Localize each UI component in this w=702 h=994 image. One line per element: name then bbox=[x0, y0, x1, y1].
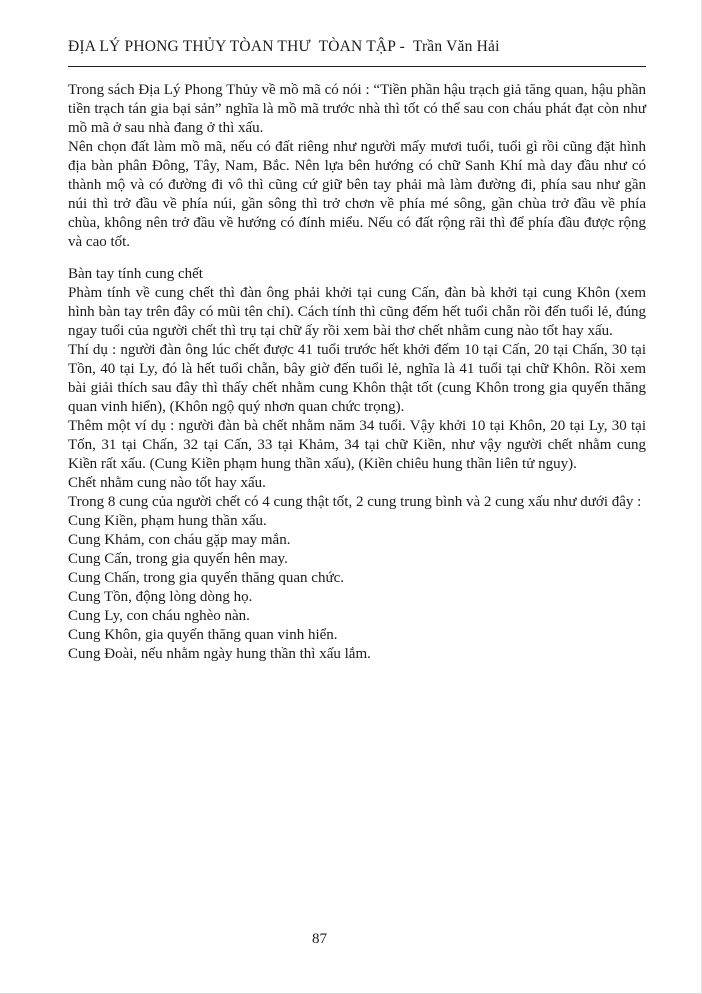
paragraph-example-woman: Thêm một ví dụ : người đàn bà chết nhằm năm 34 tuổi. Vậy khởi 10 tại Khôn, 20 tại Ly, 30 tại Tốn, 31 tại Chấn, 32 tại Cấn, 33 tại Khảm, 34 tại chữ Kiền, như vậy người chết nhằm cung Kiền rất xấu. (Cung Kiền phạm hung thần xấu), (Kiền chiêu hung thần liên tử nguy). bbox=[68, 418, 646, 472]
paragraph-land-selection: Nên chọn đất làm mồ mã, nếu có đất riêng như người mấy mươi tuổi, tuổi gì rồi cũng đặt hình địa bàn phân Đông, Tây, Nam, Bắc. Nên lựa bên hướng có chữ Sanh Khí mà day đầu như có thành mộ và có đường đi vô thì cũng cứ giữ bên tay phải mà làm đường đi, phía sau như gần núi thì trở đầu về phía núi, gần sông thì trở chơn về phía mé sông, gần chùa trở đầu về phía chùa, không nên trở đầu về hướng có đính miểu. Nếu có đất rộng rãi thì để phía đầu được rộng và cao tốt. bbox=[68, 139, 646, 250]
cung-list-item-kham: Cung Khảm, con cháu gặp may mắn. bbox=[68, 532, 291, 548]
cung-list-item-khon: Cung Khôn, gia quyến thăng quan vinh hiển. bbox=[68, 627, 338, 643]
cung-list-intro: Trong 8 cung của người chết có 4 cung thật tốt, 2 cung trung bình và 2 cung xấu như dưới đây : bbox=[68, 494, 642, 510]
header-rule bbox=[68, 66, 646, 67]
page-content bbox=[68, 37, 646, 664]
cung-list-item-doai: Cung Đoài, nếu nhằm ngày hung thần thì xấu lắm. bbox=[68, 646, 371, 662]
running-header-title: ĐỊA LÝ PHONG THỦY TÒAN THƯ TÒAN TẬP - Trần Văn Hải bbox=[68, 38, 500, 55]
paragraph-counting-method: Phàm tính về cung chết thì đàn ông phải khởi tại cung Cấn, đàn bà khởi tại cung Khôn (xem hình bàn tay trên đây có mũi tên chỉ). Cách tính thì cũng đếm hết tuổi chẵn rồi đến tuổi lẻ, đúng ngay tuổi của người chết thì trụ tại chữ ấy rồi xem bài thơ chết nhằm cung nào tốt hay xấu. bbox=[68, 285, 646, 339]
page-footer bbox=[312, 930, 327, 949]
page-number: 87 bbox=[312, 931, 327, 947]
paragraph-spacer bbox=[68, 252, 646, 265]
page-header bbox=[68, 37, 646, 67]
cung-list-item-kien: Cung Kiền, phạm hung thần xấu. bbox=[68, 513, 267, 529]
subheading-cung-good-bad: Chết nhằm cung nào tốt hay xấu. bbox=[68, 475, 266, 491]
paragraph-tomb-quote: Trong sách Địa Lý Phong Thủy về mồ mã có nói : “Tiền phần hậu trạch giả tăng quan, hậu phần tiền trạch tán gia bại sản” nghĩa là mồ mã trước nhà thì tốt có thể sau con cháu phát đạt còn như mồ mã ở sau nhà đang ở thì xấu. bbox=[68, 82, 646, 136]
cung-list-item-ton: Cung Tồn, động lòng dòng họ. bbox=[68, 589, 253, 605]
section-heading-hand-method: Bàn tay tính cung chết bbox=[68, 266, 203, 282]
cung-list-item-chan: Cung Chấn, trong gia quyến thăng quan chức. bbox=[68, 570, 344, 586]
cung-list-item-ly: Cung Ly, con cháu nghèo nàn. bbox=[68, 608, 250, 624]
page-body bbox=[68, 81, 646, 664]
paragraph-example-man: Thí dụ : người đàn ông lúc chết được 41 tuổi trước hết khởi đếm 10 tại Cấn, 20 tại Chấn, 30 tại Tồn, 40 tại Ly, đó là hết tuổi chẵn, bây giờ đến tuổi lẻ, nghĩa là 41 tuổi tại chữ Khôn. Rồi xem bài giải thích sau đây thì thấy chết nhằm cung Khôn thật tốt (cung Khôn trong gia quyến thăng quan vinh hiển), (Khôn ngộ quý nhơn quan chức trọng). bbox=[68, 342, 646, 415]
cung-list-item-can: Cung Cấn, trong gia quyến hên may. bbox=[68, 551, 288, 567]
